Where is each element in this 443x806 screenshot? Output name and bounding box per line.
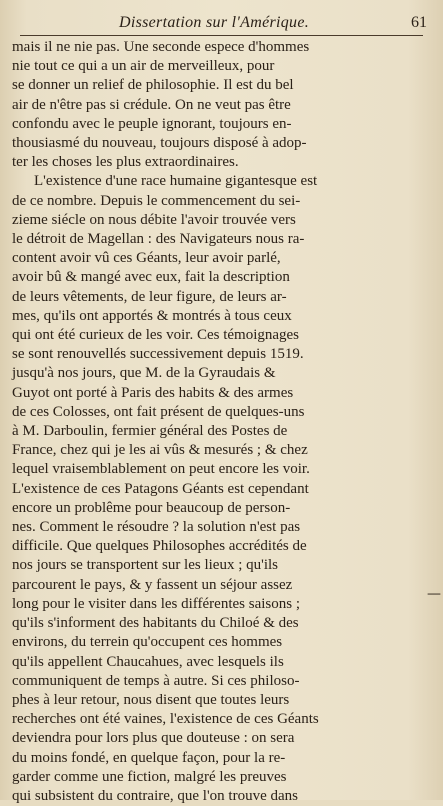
header-rule xyxy=(20,35,423,36)
text-line: mais il ne nie pas. Une seconde espece d'hommes xyxy=(12,39,310,55)
text-line: à M. Darboulin, fermier général des Postes de xyxy=(12,423,288,440)
text-line: deviendra pour lors plus que douteuse : on sera xyxy=(12,730,295,747)
text-line: de ce nombre. Depuis le commencement du sei- xyxy=(12,192,301,209)
text-line: ter les choses les plus extraordinaires. xyxy=(12,154,239,171)
text-line: nie tout ce qui a un air de merveilleux, pour xyxy=(12,58,275,75)
text-line: confondu avec le peuple ignorant, toujours en- xyxy=(12,115,292,132)
page-header xyxy=(14,14,427,36)
text-line: encore un problême pour beaucoup de person- xyxy=(12,499,291,516)
text-line: phes à leur retour, nous disent que toutes leurs xyxy=(12,691,290,708)
text-line: nes. Comment le résoudre ? la solution n'est pas xyxy=(12,519,301,536)
text-line: long pour le visiter dans les différentes saisons ; xyxy=(12,595,301,612)
text-line: nos jours se transportent sur les lieux ; qu'ils xyxy=(12,557,279,574)
text-line: avoir bû & mangé avec eux, fait la description xyxy=(12,269,290,286)
text-line: jusqu'à nos jours, que M. de la Gyraudais & xyxy=(12,365,276,382)
text-line: parcourent le pays, & y fassent un séjour assez xyxy=(12,576,293,593)
text-line: zieme siécle on nous débite l'avoir trouvée vers xyxy=(12,211,296,228)
text-line: de ces Colosses, ont fait présent de quelques-uns xyxy=(12,403,305,420)
text-line: de leurs vêtements, de leur figure, de leurs ar- xyxy=(12,288,287,305)
text-line: qu'ils appellent Chaucahues, avec lesquels ils xyxy=(12,653,284,670)
text-line: qui subsistent du contraire, que l'on trouve dans xyxy=(12,787,298,804)
text-line: qu'ils s'informent des habitants du Chiloé & des xyxy=(12,615,299,632)
text-line: thousiasmé du nouveau, toujours disposé à adop- xyxy=(12,135,307,152)
margin-mark: — xyxy=(427,586,441,602)
text-line: environs, du terrein qu'occupent ces hommes xyxy=(12,634,283,651)
text-line: L'existence de ces Patagons Géants est cependant xyxy=(12,480,309,497)
text-line: recherches ont été vaines, l'existence de ces Géants xyxy=(12,711,319,728)
text-line: se donner un relief de philosophie. Il est du bel xyxy=(12,77,294,94)
text-line: mes, qu'ils ont apportés & montrés à tous ceux xyxy=(12,307,292,324)
text-line: lequel vraisemblablement on peut encore les voir. xyxy=(12,461,310,478)
text-line: Guyot ont porté à Paris des habits & des armes xyxy=(12,384,294,401)
text-line: difficile. Que quelques Philosophes accrédités de xyxy=(12,538,307,555)
page-number: 61 xyxy=(411,14,427,31)
text-line: se sont renouvellés successivement depuis 1519. xyxy=(12,346,304,363)
text-line: communiquent de temps à autre. Si ces philoso- xyxy=(12,672,300,689)
text-line: L'existence d'une race humaine gigantesque est xyxy=(34,173,318,190)
running-title: Dissertation sur l'Amérique. xyxy=(119,14,310,31)
text-line: du moins fondé, en quelque façon, pour la re- xyxy=(12,749,286,766)
text-line: content avoir vû ces Géants, leur avoir parlé, xyxy=(12,250,281,267)
text-line: qui ont été curieux de les voir. Ces témoignages xyxy=(12,327,300,344)
text-line: le détroit de Magellan : des Navigateurs nous ra- xyxy=(12,231,305,248)
text-line: garder comme une fiction, malgré les preuves xyxy=(12,768,287,785)
text-line: air de n'être pas si crédule. On ne veut pas être xyxy=(12,96,291,113)
text-line: France, chez qui je les ai vûs & mesurés ; & chez xyxy=(12,442,308,459)
body-text xyxy=(12,38,433,806)
